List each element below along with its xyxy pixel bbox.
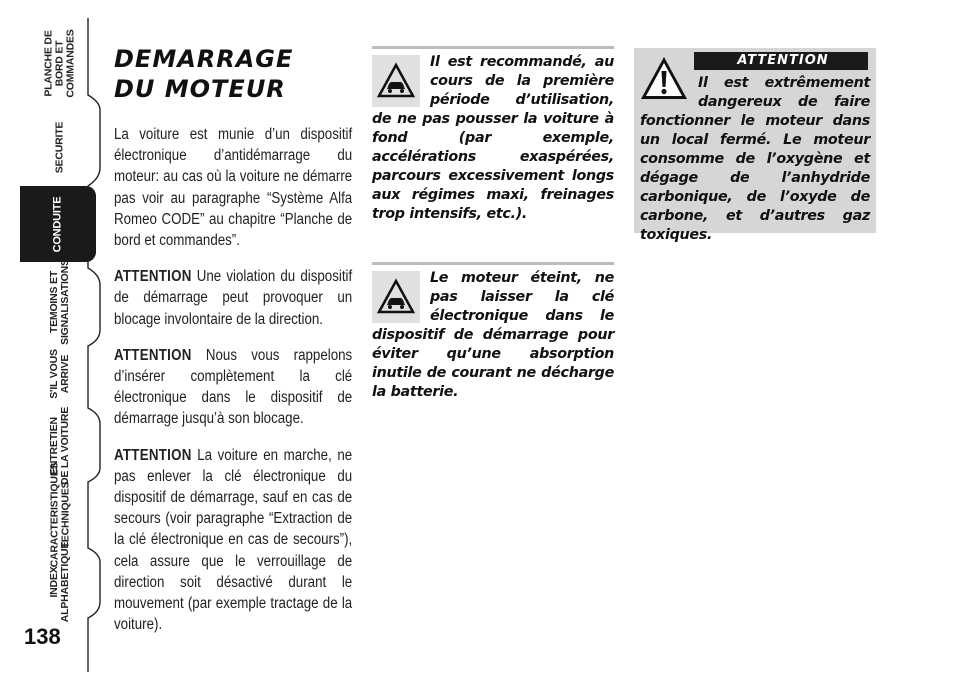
car-warning-icon [372, 55, 420, 107]
intro-text: La voiture est munie d’un dispositif électronique d’antidémarrage du moteur: au cas où la voiture ne démarre pas voir au paragraphe “Système Alfa Romeo CODE” au chapitre “Planche de bord et commandes”. [114, 126, 353, 250]
tab-temoins[interactable] [20, 259, 100, 345]
tab-label: S'IL VOUS ARRIVE [48, 349, 71, 399]
attention-text: Une violation du dispositif de démarrage peut provoquer un blocage involontaire de la direction. [114, 268, 353, 328]
title-line: DEMARRAGE [114, 45, 294, 73]
attention-label: ATTENTION [114, 268, 192, 286]
main-column [114, 44, 352, 650]
tab-label: CARACTERISTIQUES TECHNIQUES [48, 462, 72, 568]
attention-paragraph-2 [114, 345, 352, 430]
section-title [114, 44, 352, 104]
attention-label: ATTENTION [114, 346, 192, 364]
note-box-1 [372, 46, 614, 224]
page-number: 138 [24, 624, 61, 649]
note-text: Le moteur éteint, ne pas laisser la clé électronique dans le dispositif de démarrage pour éviter qu’une absorption inutile de courant ne décharge la batterie. [372, 270, 614, 400]
title-line: DU MOTEUR [114, 75, 286, 103]
attention-text: Nous vous rappelons d’insérer complètement la clé électronique dans le dispositif de démarrage jusqu’à son blocage. [114, 346, 353, 428]
note-box-2 [372, 262, 614, 402]
exclamation-warning-icon [638, 52, 690, 106]
attention-label: ATTENTION [114, 446, 192, 464]
note-text: Il est recommandé, au cours de la première période d’utilisation, de ne pas pousser la voiture à fond (par exemple, accélérations exaspérées, parcours excessivement longs aux régimes maxi, freinages trop intensifs, etc.). [372, 54, 614, 222]
tab-caracteristiques[interactable] [20, 462, 100, 568]
tab-label: PLANCHE DE BORD ET COMMANDES [42, 28, 77, 98]
tab-label: ENTRETIEN DE LA VOITURE [47, 406, 71, 486]
car-warning-icon [372, 271, 420, 323]
tab-sil-vous-arrive[interactable] [20, 340, 100, 408]
tab-label: SECURITE [53, 121, 66, 173]
tab-label: INDEX ALPHABETIQUE [48, 541, 71, 623]
attention-header: ATTENTION [694, 52, 868, 70]
attention-text: La voiture en marche, ne pas enlever la clé électronique du dispositif de démarrage, sauf en cas de secours (voir paragraphe “Extraction de la clé électronique en cas de secours”), cela assure que le verrouillage de direction soit désactivé durant le mouvement (par exemple tractage de la voiture). [114, 446, 353, 634]
tab-label: TEMOINS ET SIGNALISATIONS [48, 259, 71, 345]
attention-text: Il est extrêmement dangereux de faire fonctionner le moteur dans un local fermé. Le moteur consomme de l’oxygène et dégage de l’anhydride carbonique, de l’oxyde de carbone, et d’autres gaz toxiques. [640, 75, 870, 243]
chapter-sidebar [0, 0, 104, 692]
attention-paragraph-1 [114, 266, 352, 330]
tab-label: CONDUITE [51, 196, 64, 252]
intro-paragraph [114, 124, 352, 251]
attention-paragraph-3 [114, 445, 352, 636]
tab-securite[interactable] [20, 112, 100, 182]
tab-conduite[interactable] [20, 186, 96, 262]
attention-box [634, 48, 876, 243]
tab-planche-de-bord[interactable] [20, 22, 100, 104]
tab-index[interactable] [20, 541, 100, 623]
